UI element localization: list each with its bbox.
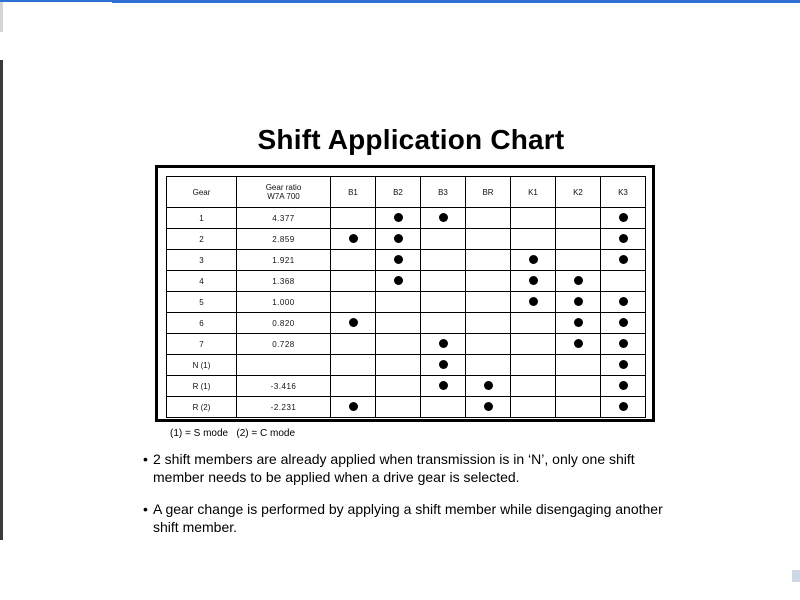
member-cell-k2 (556, 208, 601, 229)
member-cell-b3 (421, 271, 466, 292)
applied-dot-icon (619, 234, 628, 243)
column-header: Gear (167, 177, 237, 208)
member-cell-k1 (511, 292, 556, 313)
gear-cell: 2 (167, 229, 237, 250)
gear-cell: 5 (167, 292, 237, 313)
applied-dot-icon (619, 381, 628, 390)
applied-dot-icon (619, 318, 628, 327)
member-cell-k3 (601, 229, 646, 250)
member-cell-k1 (511, 229, 556, 250)
gear-ratio-cell: -2.231 (237, 397, 331, 418)
applied-dot-icon (349, 234, 358, 243)
member-cell-b3 (421, 376, 466, 397)
table-row (167, 250, 646, 271)
member-cell-k2 (556, 376, 601, 397)
member-cell-k1 (511, 208, 556, 229)
applied-dot-icon (574, 276, 583, 285)
applied-dot-icon (574, 297, 583, 306)
applied-dot-icon (394, 213, 403, 222)
member-cell-k3 (601, 208, 646, 229)
member-cell-k3 (601, 313, 646, 334)
member-cell-b2 (376, 376, 421, 397)
applied-dot-icon (619, 297, 628, 306)
member-cell-b3 (421, 313, 466, 334)
applied-dot-icon (439, 381, 448, 390)
member-cell-k1 (511, 334, 556, 355)
member-cell-b3 (421, 250, 466, 271)
applied-dot-icon (619, 213, 628, 222)
gear-ratio-cell: 1.368 (237, 271, 331, 292)
table-row (167, 334, 646, 355)
column-header: K2 (556, 177, 601, 208)
member-cell-br (466, 355, 511, 376)
member-cell-k3 (601, 250, 646, 271)
gear-cell: R (1) (167, 376, 237, 397)
member-cell-k3 (601, 334, 646, 355)
applied-dot-icon (439, 360, 448, 369)
member-cell-b3 (421, 292, 466, 313)
member-cell-b2 (376, 397, 421, 418)
member-cell-b2 (376, 208, 421, 229)
member-cell-b1 (331, 292, 376, 313)
gear-ratio-cell: 4.377 (237, 208, 331, 229)
member-cell-k2 (556, 355, 601, 376)
member-cell-br (466, 208, 511, 229)
gear-cell: 4 (167, 271, 237, 292)
applied-dot-icon (394, 234, 403, 243)
applied-dot-icon (394, 255, 403, 264)
member-cell-k2 (556, 397, 601, 418)
bullet-item (143, 450, 683, 486)
applied-dot-icon (529, 276, 538, 285)
member-cell-br (466, 229, 511, 250)
mode-footnote: (1) = S mode (2) = C mode (170, 428, 296, 439)
member-cell-b3 (421, 229, 466, 250)
table-row (167, 229, 646, 250)
gear-cell: R (2) (167, 397, 237, 418)
applied-dot-icon (349, 402, 358, 411)
table-row (167, 397, 646, 418)
member-cell-k1 (511, 397, 556, 418)
member-cell-b1 (331, 313, 376, 334)
member-cell-b1 (331, 250, 376, 271)
gear-ratio-cell: 1.000 (237, 292, 331, 313)
member-cell-b3 (421, 208, 466, 229)
resize-grip[interactable] (792, 570, 800, 582)
member-cell-br (466, 376, 511, 397)
member-cell-b2 (376, 313, 421, 334)
gear-cell: 6 (167, 313, 237, 334)
gear-ratio-cell: 0.728 (237, 334, 331, 355)
member-cell-k2 (556, 334, 601, 355)
member-cell-k1 (511, 250, 556, 271)
member-cell-k2 (556, 229, 601, 250)
slide-title: Shift Application Chart (257, 124, 565, 155)
member-cell-k1 (511, 376, 556, 397)
bullet-text: 2 shift members are already applied when transmission is in ‘N’, only one shift member needs to be applied when a drive gear is selected. (153, 451, 635, 485)
gear-cell: N (1) (167, 355, 237, 376)
member-cell-k1 (511, 313, 556, 334)
gear-ratio-cell: 1.921 (237, 250, 331, 271)
column-header: BR (466, 177, 511, 208)
gear-ratio-cell (237, 355, 331, 376)
member-cell-b2 (376, 292, 421, 313)
applied-dot-icon (619, 339, 628, 348)
member-cell-b3 (421, 334, 466, 355)
bullet-mark: • (143, 451, 148, 467)
applied-dot-icon (529, 255, 538, 264)
table-header-row (167, 177, 646, 208)
bullet-item (143, 500, 683, 536)
applied-dot-icon (484, 381, 493, 390)
column-header: B1 (331, 177, 376, 208)
member-cell-k3 (601, 397, 646, 418)
column-header: Gear ratio W7A 700 (237, 177, 331, 208)
member-cell-k3 (601, 355, 646, 376)
member-cell-br (466, 334, 511, 355)
gear-cell: 1 (167, 208, 237, 229)
member-cell-br (466, 250, 511, 271)
window-left-edge-top (0, 2, 3, 32)
table-row (167, 313, 646, 334)
table-row (167, 292, 646, 313)
member-cell-br (466, 292, 511, 313)
member-cell-k3 (601, 292, 646, 313)
window-top-accent (112, 0, 800, 3)
member-cell-k3 (601, 376, 646, 397)
member-cell-k2 (556, 271, 601, 292)
applied-dot-icon (439, 213, 448, 222)
gear-cell: 3 (167, 250, 237, 271)
member-cell-b2 (376, 271, 421, 292)
member-cell-k2 (556, 292, 601, 313)
applied-dot-icon (619, 255, 628, 264)
bullet-mark: • (143, 501, 148, 517)
gear-ratio-cell: -3.416 (237, 376, 331, 397)
bullet-list (143, 450, 683, 550)
member-cell-br (466, 271, 511, 292)
member-cell-b1 (331, 271, 376, 292)
applied-dot-icon (574, 339, 583, 348)
table-row (167, 355, 646, 376)
column-header: B2 (376, 177, 421, 208)
member-cell-b3 (421, 355, 466, 376)
table-body (167, 208, 646, 418)
shift-application-table (166, 176, 646, 418)
member-cell-b1 (331, 334, 376, 355)
applied-dot-icon (439, 339, 448, 348)
member-cell-br (466, 313, 511, 334)
table-row (167, 208, 646, 229)
applied-dot-icon (394, 276, 403, 285)
column-header: K3 (601, 177, 646, 208)
member-cell-br (466, 397, 511, 418)
applied-dot-icon (529, 297, 538, 306)
applied-dot-icon (484, 402, 493, 411)
member-cell-b1 (331, 208, 376, 229)
member-cell-b3 (421, 397, 466, 418)
bullet-text: A gear change is performed by applying a shift member while disengaging another shift member. (153, 501, 663, 535)
column-header: K1 (511, 177, 556, 208)
member-cell-k1 (511, 355, 556, 376)
member-cell-b1 (331, 397, 376, 418)
member-cell-b2 (376, 334, 421, 355)
gear-cell: 7 (167, 334, 237, 355)
member-cell-b1 (331, 376, 376, 397)
applied-dot-icon (619, 360, 628, 369)
applied-dot-icon (619, 402, 628, 411)
member-cell-k3 (601, 271, 646, 292)
table-row (167, 376, 646, 397)
member-cell-k2 (556, 313, 601, 334)
applied-dot-icon (574, 318, 583, 327)
member-cell-b1 (331, 229, 376, 250)
gear-ratio-cell: 2.859 (237, 229, 331, 250)
member-cell-k1 (511, 271, 556, 292)
member-cell-b2 (376, 229, 421, 250)
gear-ratio-cell: 0.820 (237, 313, 331, 334)
column-header: B3 (421, 177, 466, 208)
table-row (167, 271, 646, 292)
member-cell-b1 (331, 355, 376, 376)
member-cell-k2 (556, 250, 601, 271)
applied-dot-icon (349, 318, 358, 327)
member-cell-b2 (376, 250, 421, 271)
member-cell-b2 (376, 355, 421, 376)
